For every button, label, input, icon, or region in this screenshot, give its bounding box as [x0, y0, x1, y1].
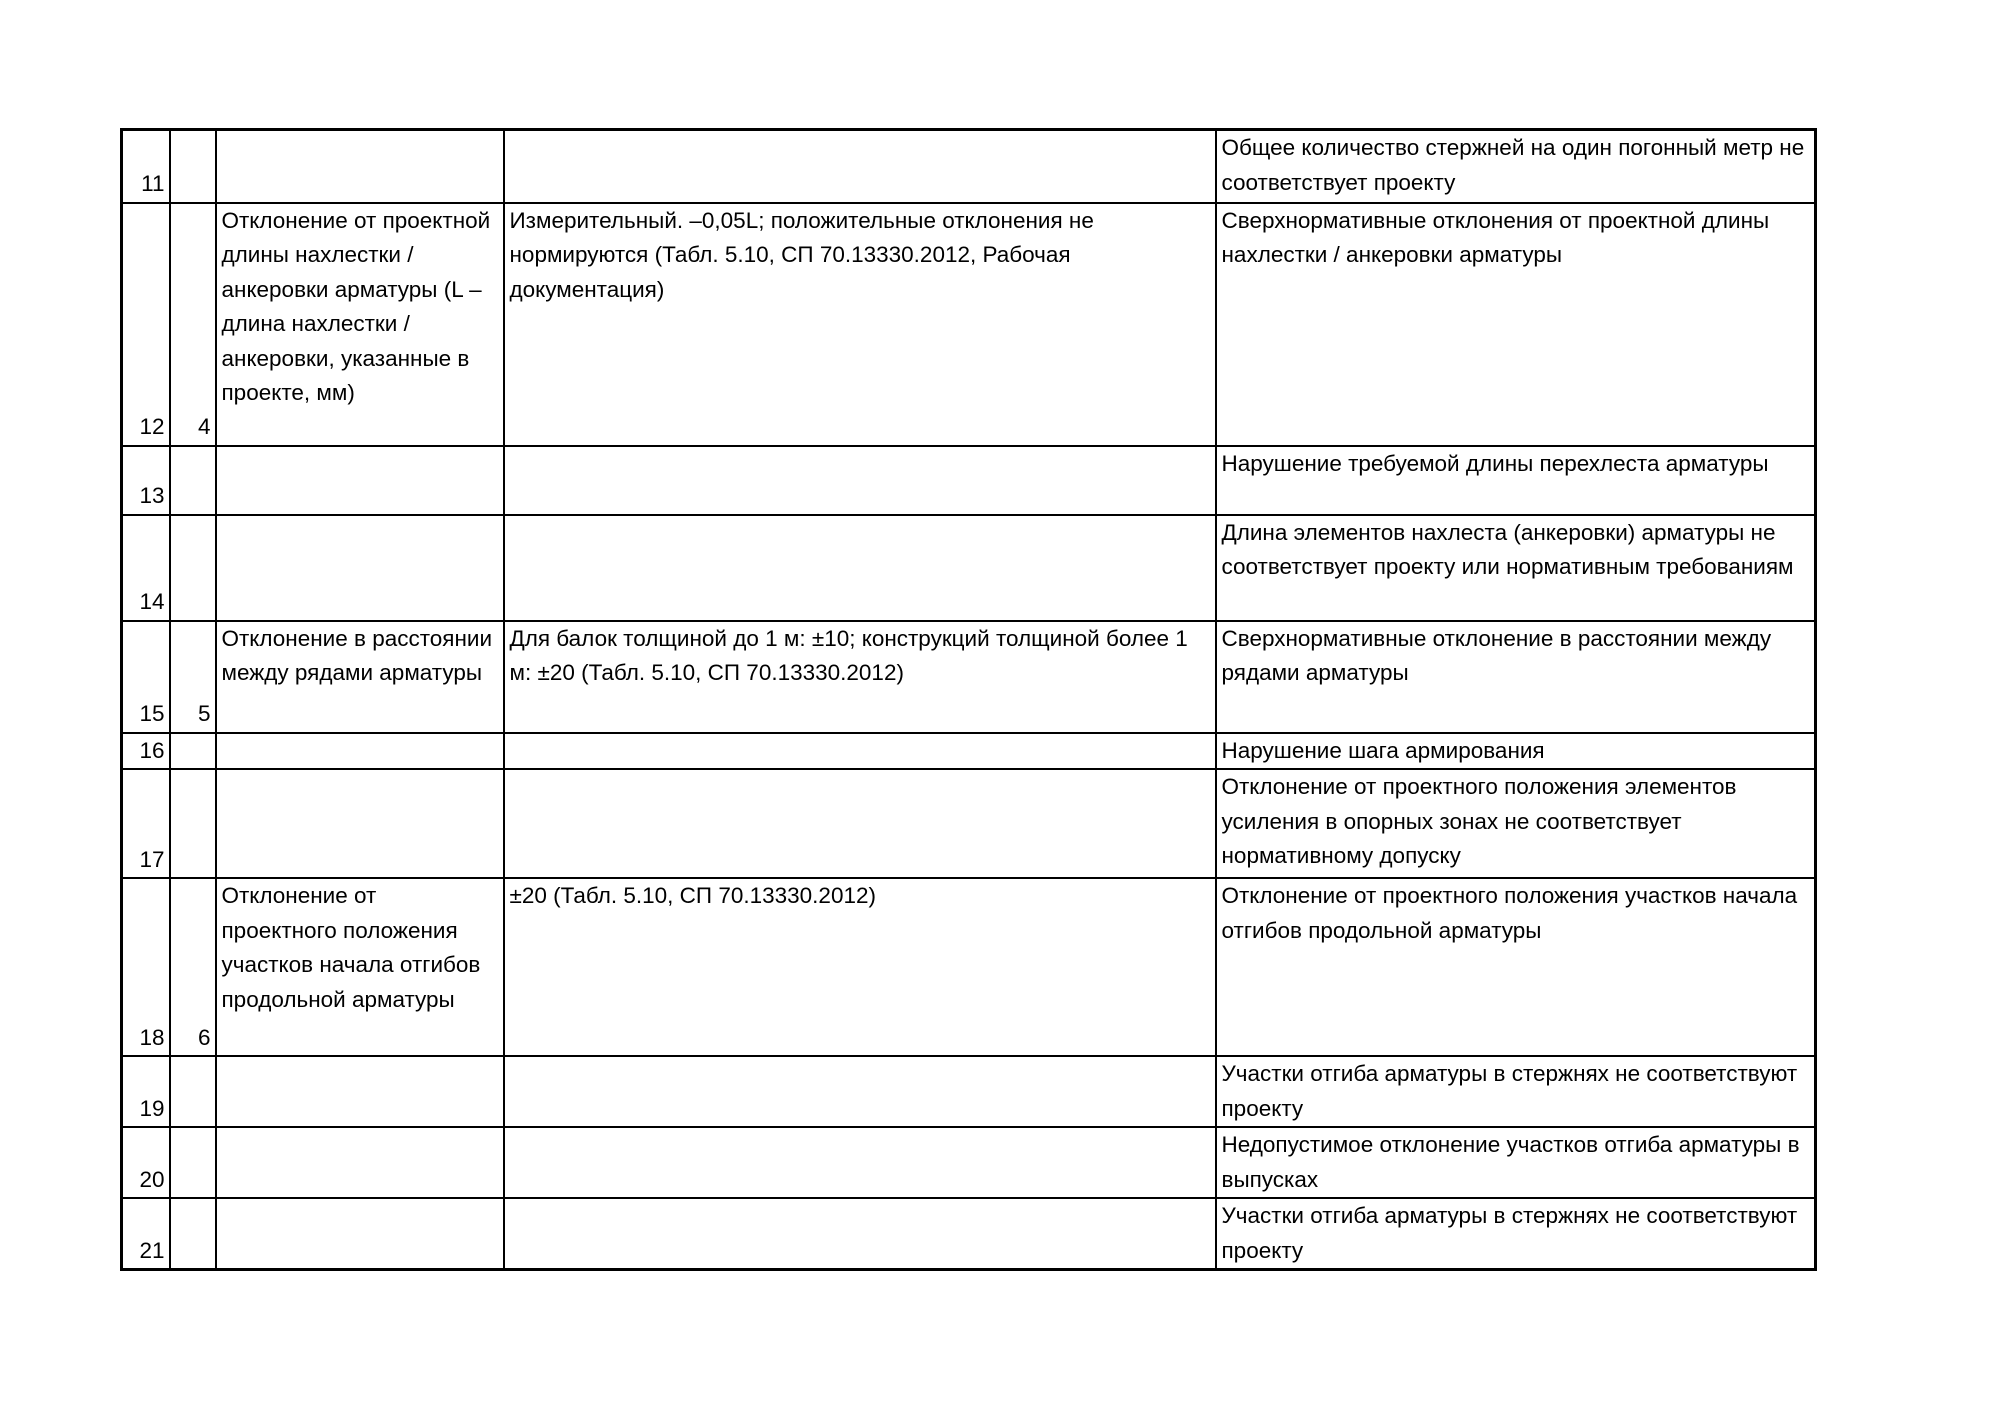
tolerance-cell: [504, 1056, 1216, 1127]
row-number-cell: 11: [122, 130, 170, 203]
row-number-cell: 13: [122, 446, 170, 515]
tolerance-cell: ±20 (Табл. 5.10, СП 70.13330.2012): [504, 878, 1216, 1056]
defect-cell: Нарушение требуемой длины перехлеста арматуры: [1216, 446, 1816, 515]
parameter-cell: [216, 1056, 504, 1127]
row-number-cell: 16: [122, 733, 170, 770]
table-row: [122, 1127, 1816, 1198]
parameter-cell: [216, 769, 504, 878]
row-number-cell: 17: [122, 769, 170, 878]
item-number-cell: [170, 1127, 216, 1198]
parameter-cell: Отклонение от проектного положения участков начала отгибов продольной арматуры: [216, 878, 504, 1056]
table-row: [122, 130, 1816, 203]
parameter-cell: [216, 130, 504, 203]
defect-cell: Участки отгиба арматуры в стержнях не соответствуют проекту: [1216, 1198, 1816, 1270]
defect-cell: Сверхнормативные отклонения от проектной длины нахлестки / анкеровки арматуры: [1216, 203, 1816, 446]
item-number-cell: 6: [170, 878, 216, 1056]
row-number-cell: 12: [122, 203, 170, 446]
row-number-cell: 20: [122, 1127, 170, 1198]
parameter-cell: [216, 1127, 504, 1198]
table-row: [122, 203, 1816, 446]
item-number-cell: [170, 130, 216, 203]
tolerance-cell: [504, 733, 1216, 770]
item-number-cell: [170, 1198, 216, 1270]
parameter-cell: Отклонение в расстоянии между рядами арматуры: [216, 621, 504, 733]
parameter-cell: [216, 1198, 504, 1270]
tolerance-cell: Для балок толщиной до 1 м: ±10; конструкций толщиной более 1 м: ±20 (Табл. 5.10, СП 70.13330.2012): [504, 621, 1216, 733]
table-row: [122, 621, 1816, 733]
row-number-cell: 19: [122, 1056, 170, 1127]
defect-cell: Нарушение шага армирования: [1216, 733, 1816, 770]
row-number-cell: 14: [122, 515, 170, 621]
table-row: [122, 733, 1816, 770]
tolerance-cell: [504, 446, 1216, 515]
defect-cell: Недопустимое отклонение участков отгиба арматуры в выпусках: [1216, 1127, 1816, 1198]
parameter-cell: [216, 446, 504, 515]
table-row: [122, 1056, 1816, 1127]
item-number-cell: [170, 733, 216, 770]
defects-table-body: [122, 130, 1816, 1270]
item-number-cell: [170, 769, 216, 878]
item-number-cell: 4: [170, 203, 216, 446]
tolerance-cell: Измерительный. –0,05L; положительные отклонения не нормируются (Табл. 5.10, СП 70.13330.2012, Рабочая документация): [504, 203, 1216, 446]
item-number-cell: 5: [170, 621, 216, 733]
table-row: [122, 1198, 1816, 1270]
item-number-cell: [170, 1056, 216, 1127]
tolerance-cell: [504, 515, 1216, 621]
item-number-cell: [170, 515, 216, 621]
table-row: [122, 515, 1816, 621]
row-number-cell: 18: [122, 878, 170, 1056]
defect-cell: Сверхнормативные отклонение в расстоянии между рядами арматуры: [1216, 621, 1816, 733]
table-row: [122, 446, 1816, 515]
tolerance-cell: [504, 130, 1216, 203]
defect-cell: Длина элементов нахлеста (анкеровки) арматуры не соответствует проекту или нормативным требованиям: [1216, 515, 1816, 621]
tolerance-cell: [504, 1127, 1216, 1198]
tolerance-cell: [504, 769, 1216, 878]
defect-cell: Отклонение от проектного положения элементов усиления в опорных зонах не соответствует нормативному допуску: [1216, 769, 1816, 878]
tolerance-cell: [504, 1198, 1216, 1270]
parameter-cell: Отклонение от проектной длины нахлестки / анкеровки арматуры (L – длина нахлестки / анкеровки, указанные в проекте, мм): [216, 203, 504, 446]
parameter-cell: [216, 515, 504, 621]
table-row: [122, 769, 1816, 878]
row-number-cell: 15: [122, 621, 170, 733]
defect-cell: Отклонение от проектного положения участков начала отгибов продольной арматуры: [1216, 878, 1816, 1056]
item-number-cell: [170, 446, 216, 515]
defects-table: [120, 128, 1817, 1271]
table-row: [122, 878, 1816, 1056]
parameter-cell: [216, 733, 504, 770]
defect-cell: Участки отгиба арматуры в стержнях не соответствуют проекту: [1216, 1056, 1816, 1127]
defect-cell: Общее количество стержней на один погонный метр не соответствует проекту: [1216, 130, 1816, 203]
row-number-cell: 21: [122, 1198, 170, 1270]
